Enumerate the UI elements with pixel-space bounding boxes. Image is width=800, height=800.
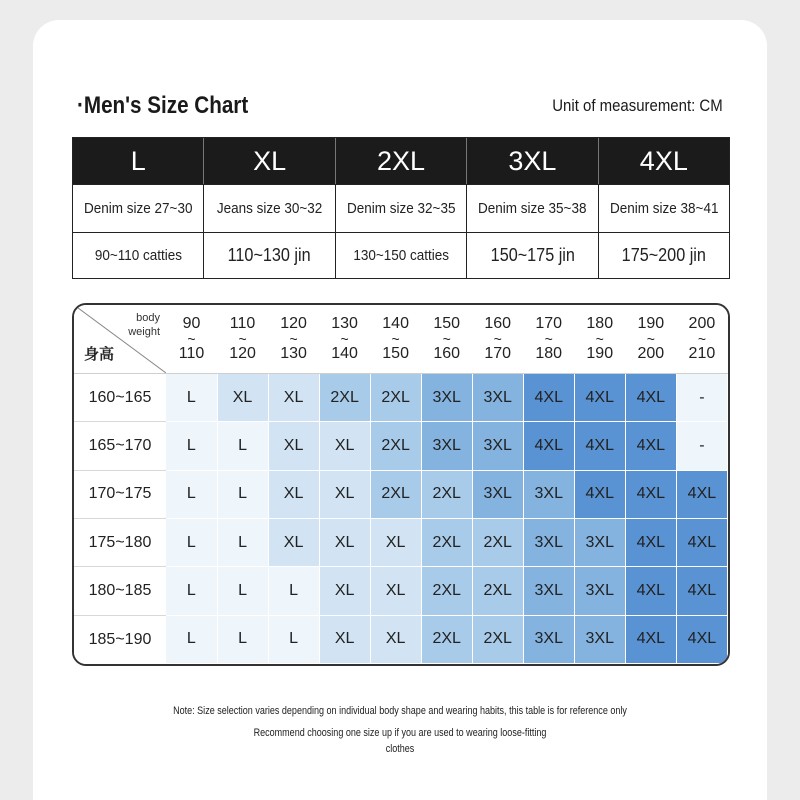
size-cell: 4XL [574,374,625,422]
size-header-cell: XL [204,138,335,184]
size-cell: 3XL [574,615,625,663]
size-cell: 3XL [574,518,625,566]
table-row [74,470,728,518]
size-cell: XL [319,615,370,663]
size-summary-table [72,137,730,279]
table-row [74,374,728,422]
height-range-label: 170~175 [74,470,166,518]
size-cell: L [217,422,268,470]
size-cell: 3XL [523,567,574,615]
size-cell: 3XL [523,470,574,518]
size-cell: XL [268,422,319,470]
size-cell: 4XL [625,567,676,615]
size-header-cell: 3XL [467,138,598,184]
size-cell: 4XL [676,567,727,615]
size-cell: L [166,422,217,470]
table-row [74,422,728,470]
size-cell: 2XL [421,470,472,518]
size-cell: 2XL [319,374,370,422]
denim-size-cell: Denim size 27~30 [73,184,204,232]
size-cell: 3XL [523,518,574,566]
unit-label: Unit of measurement: CM [552,96,723,115]
size-cell: 3XL [421,374,472,422]
denim-size-row [73,184,729,232]
weight-column-header: 90 ~ 110 [166,305,217,374]
note-line-3: clothes [385,743,415,755]
size-cell: 4XL [574,422,625,470]
weight-column-header: 150 ~ 160 [421,305,472,374]
height-range-label: 160~165 [74,374,166,422]
size-cell: 4XL [625,422,676,470]
size-cell: 4XL [676,518,727,566]
size-cell: L [166,374,217,422]
denim-size-cell: Denim size 35~38 [467,184,598,232]
size-cell: 2XL [472,518,523,566]
size-cell: 2XL [472,567,523,615]
size-cell: L [217,518,268,566]
size-cell: - [676,422,727,470]
size-cell: L [217,470,268,518]
size-cell: 3XL [421,422,472,470]
grid-corner-cell [74,305,166,374]
size-cell: L [217,567,268,615]
size-header-cell: L [73,138,204,184]
weight-column-header: 110 ~ 120 [217,305,268,374]
height-range-label: 180~185 [74,567,166,615]
weight-column-header: 190 ~ 200 [625,305,676,374]
size-header-cell: 4XL [599,138,729,184]
weight-column-header: 120 ~ 130 [268,305,319,374]
table-row [74,615,728,663]
size-cell: 2XL [421,567,472,615]
table-row [74,567,728,615]
size-cell: L [217,615,268,663]
size-cell: - [676,374,727,422]
note-line-2: Recommend choosing one size up if you are used to wearing loose-fitting [253,727,547,739]
size-cell: XL [319,567,370,615]
size-cell: XL [319,518,370,566]
size-cell: 3XL [472,470,523,518]
size-cell: 4XL [574,470,625,518]
size-cell: 3XL [472,422,523,470]
weight-column-header: 130 ~ 140 [319,305,370,374]
size-cell: 2XL [370,470,421,518]
height-weight-size-grid [72,303,730,666]
size-cell: 2XL [370,374,421,422]
size-cell: 3XL [523,615,574,663]
size-cell: 4XL [676,615,727,663]
size-cell: XL [370,518,421,566]
denim-size-cell: Denim size 38~41 [599,184,729,232]
weight-header-row [74,305,728,374]
size-cell: 4XL [523,374,574,422]
weight-range-row [73,232,729,278]
size-cell: 2XL [421,615,472,663]
weight-range-cell: 150~175 jin [467,232,598,278]
height-range-label: 185~190 [74,615,166,663]
body-weight-label: body weight [128,312,160,338]
size-cell: 4XL [625,470,676,518]
size-cell: L [166,518,217,566]
size-cell: 4XL [625,518,676,566]
weight-range-cell: 90~110 catties [73,232,204,278]
size-cell: XL [217,374,268,422]
weight-column-header: 170 ~ 180 [523,305,574,374]
height-range-label: 165~170 [74,422,166,470]
size-cell: XL [268,470,319,518]
size-cell: 4XL [676,470,727,518]
note-line-1: Note: Size selection varies depending on individual body shape and wearing habits, this table is for reference only [173,705,627,717]
size-cell: L [166,615,217,663]
denim-size-cell: Denim size 32~35 [336,184,467,232]
weight-range-cell: 110~130 jin [204,232,335,278]
weight-column-header: 140 ~ 150 [370,305,421,374]
weight-range-cell: 175~200 jin [599,232,729,278]
height-range-label: 175~180 [74,518,166,566]
size-cell: 2XL [421,518,472,566]
size-cell: 3XL [472,374,523,422]
size-cell: XL [370,567,421,615]
page-title: ·Men's Size Chart [77,92,249,119]
size-header-cell: 2XL [336,138,467,184]
size-cell: L [166,470,217,518]
table-row [74,518,728,566]
weight-column-header: 180 ~ 190 [574,305,625,374]
denim-size-cell: Jeans size 30~32 [204,184,335,232]
size-cell: L [166,567,217,615]
size-cell: 4XL [523,422,574,470]
weight-column-header: 160 ~ 170 [472,305,523,374]
size-cell: XL [268,374,319,422]
size-cell: XL [268,518,319,566]
size-cell: 4XL [625,374,676,422]
size-cell: 2XL [370,422,421,470]
size-cell: 4XL [625,615,676,663]
size-cell: XL [319,422,370,470]
height-label: 身高 [84,346,115,363]
size-cell: XL [370,615,421,663]
weight-range-cell: 130~150 catties [336,232,467,278]
size-cell: 3XL [574,567,625,615]
size-cell: L [268,615,319,663]
size-cell: 2XL [472,615,523,663]
size-cell: XL [319,470,370,518]
weight-column-header: 200 ~ 210 [676,305,727,374]
size-header-row [73,138,729,184]
size-cell: L [268,567,319,615]
